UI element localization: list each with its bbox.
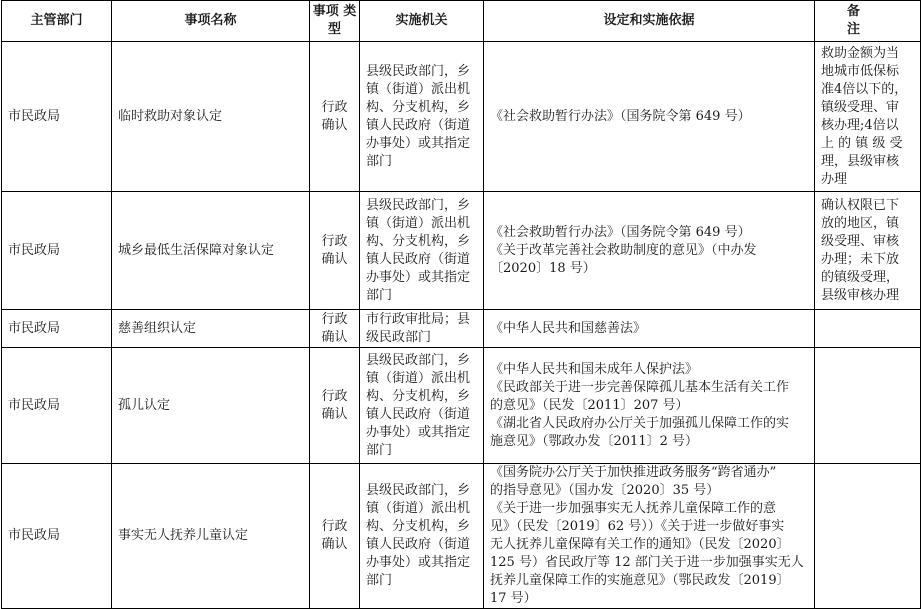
org-line: 县级民政部门，乡: [366, 483, 471, 498]
header-legal-basis: 设定和实施依据: [484, 1, 815, 42]
basis-line: 《社会救助暂行办法》（国务院令第 649 号）: [490, 108, 751, 124]
item-type-line: 行政: [321, 519, 348, 534]
table-row: [2, 42, 921, 192]
header-dept: 主管部门: [2, 1, 112, 42]
item-type-line: 确认: [321, 117, 348, 133]
basis-line: 《国务院办公厅关于加快推进政务服务“跨省通办”: [490, 465, 777, 480]
legal-basis-cell: [484, 192, 815, 310]
basis-line: 17 号）: [490, 591, 537, 606]
note-line: 办理；未下放: [821, 251, 900, 267]
note-line: 确认权限已下: [821, 197, 900, 213]
org-line: 县级民政部门，乡: [366, 352, 471, 368]
org-line: 镇（街道）派出机: [366, 370, 471, 386]
dept-cell: 市民政局: [2, 42, 112, 192]
header-item-name: 事项名称: [112, 1, 310, 42]
basis-line: 的意见》（民发〔2011〕207 号）: [490, 397, 689, 413]
notes-cell: [815, 192, 921, 310]
item-type-cell: [310, 42, 360, 192]
notes-cell: [815, 310, 921, 348]
approval-items-table: [1, 0, 921, 609]
item-type-line: 行政: [321, 233, 348, 249]
header-notes: [815, 1, 921, 42]
org-line: 镇（街道）派出机: [366, 81, 471, 97]
notes-cell: [815, 464, 921, 609]
table-body: [2, 42, 921, 609]
org-line: 镇（街道）派出机: [366, 215, 471, 231]
item-name-cell: 城乡最低生活保障对象认定: [112, 192, 310, 310]
note-line: 县级审核办理: [821, 287, 900, 303]
org-line: 镇（街道）派出机: [366, 501, 471, 516]
basis-line: 《湖北省人民政府办公厅关于加强孤儿保障工作的实: [490, 415, 790, 431]
basis-line: 无人抚养儿童保障有关工作的通知》（民发〔2020〕: [490, 537, 790, 552]
item-type-cell: [310, 192, 360, 310]
item-name-cell: 慈善组织认定: [112, 310, 310, 348]
basis-line: 《社会救助暂行办法》（国务院令第 649 号）: [490, 224, 751, 240]
note-line: 理，县级审核: [821, 153, 900, 169]
notes-cell: [815, 348, 921, 464]
legal-basis-cell: [484, 310, 815, 348]
org-line: 办事处）或其指定: [366, 555, 471, 570]
basis-line: 见》（民发〔2019〕62 号））《关于进一步做好事实: [490, 519, 785, 534]
implementing-org-cell: [360, 348, 484, 464]
note-line: 救助金额为当: [821, 45, 900, 61]
table-row: [2, 192, 921, 310]
note-line: 地城市低保标: [821, 63, 900, 79]
header-implementing-org: 实施机关: [360, 1, 484, 42]
item-type-line: 确认: [321, 406, 348, 422]
item-type-cell: [310, 464, 360, 609]
item-type-line: 行政: [321, 311, 348, 327]
note-line: 镇级受理、审: [821, 99, 900, 115]
note-line: 办理: [821, 171, 848, 187]
basis-line: 的指导意见》（国办发〔2020〕35 号）: [490, 483, 720, 498]
org-line: 县级民政部门，乡: [366, 197, 471, 213]
org-line: 办事处）或其指定: [366, 135, 471, 151]
dept-cell: 市民政局: [2, 310, 112, 348]
note-line: 上 的 镇 级 受: [821, 135, 903, 151]
org-line: 市行政审批局；县: [366, 311, 471, 327]
implementing-org-cell: [360, 192, 484, 310]
basis-line: 抚养儿童保障工作的实施意见》（鄂民政发〔2019〕: [490, 573, 790, 588]
basis-line: 《民政部关于进一步完善保障孤儿基本生活有关工作: [490, 379, 790, 395]
legal-basis-cell: [484, 42, 815, 192]
legal-basis-cell: [484, 348, 815, 464]
notes-cell: [815, 42, 921, 192]
item-name-cell: 临时救助对象认定: [112, 42, 310, 192]
org-line: 部门: [366, 287, 393, 303]
basis-line: 《中华人民共和国未成年人保护法》: [490, 361, 699, 377]
org-line: 镇人民政府（街道: [366, 117, 471, 133]
basis-line: 施意见》（鄂政办发〔2011〕2 号）: [490, 433, 698, 449]
header-notes-label: 备 注: [846, 4, 888, 37]
implementing-org-cell: [360, 464, 484, 609]
implementing-org-cell: [360, 42, 484, 192]
dept-cell: 市民政局: [2, 464, 112, 609]
note-line: 级受理、审核: [821, 233, 900, 249]
org-line: 办事处）或其指定: [366, 424, 471, 440]
table-row: [2, 310, 921, 348]
legal-basis-cell: [484, 464, 815, 609]
org-line: 部门: [366, 442, 393, 458]
note-line: 放的地区，镇: [821, 215, 900, 231]
dept-cell: 市民政局: [2, 348, 112, 464]
org-line: 镇人民政府（街道: [366, 251, 471, 267]
item-type-cell: [310, 348, 360, 464]
org-line: 级民政部门: [366, 329, 432, 345]
basis-line: 125 号）省民政厅等 12 部门关于进一步加强事实无人: [490, 555, 804, 570]
org-line: 镇人民政府（街道: [366, 406, 471, 422]
item-type-cell: [310, 310, 360, 348]
item-type-line: 确认: [321, 251, 348, 267]
dept-cell: 市民政局: [2, 192, 112, 310]
org-line: 构、分支机构，乡: [366, 519, 471, 534]
item-name-cell: 孤儿认定: [112, 348, 310, 464]
org-line: 构、分支机构，乡: [366, 388, 471, 404]
note-line: 准4倍以下的，: [821, 81, 908, 97]
header-type-line: 事项: [312, 4, 339, 19]
item-name-cell: 事实无人抚养儿童认定: [112, 464, 310, 609]
org-line: 镇人民政府（街道: [366, 537, 471, 552]
basis-line: 《中华人民共和国慈善法》: [490, 320, 647, 336]
basis-line: 〔2020〕18 号）: [490, 260, 596, 276]
header-type-line: 类型: [327, 4, 357, 37]
org-line: 部门: [366, 573, 393, 588]
header-row: [2, 1, 921, 42]
basis-line: 《关于进一步加强事实无人抚养儿童保障工作的意: [490, 501, 777, 516]
org-line: 办事处）或其指定: [366, 269, 471, 285]
implementing-org-cell: [360, 310, 484, 348]
basis-line: 《关于改革完善社会救助制度的意见》（中办发: [490, 242, 757, 258]
item-type-line: 确认: [321, 537, 348, 552]
org-line: 县级民政部门，乡: [366, 63, 471, 79]
item-type-line: 确认: [321, 329, 348, 345]
org-line: 部门: [366, 153, 393, 169]
header-item-type: [310, 1, 360, 42]
note-line: 核办理;4倍以: [821, 117, 899, 133]
item-type-line: 行政: [321, 99, 348, 115]
item-type-line: 行政: [321, 388, 348, 404]
table-row: [2, 464, 921, 609]
table-row: [2, 348, 921, 464]
org-line: 构、分支机构，乡: [366, 99, 471, 115]
org-line: 构、分支机构，乡: [366, 233, 471, 249]
note-line: 的镇级受理，: [821, 269, 900, 285]
